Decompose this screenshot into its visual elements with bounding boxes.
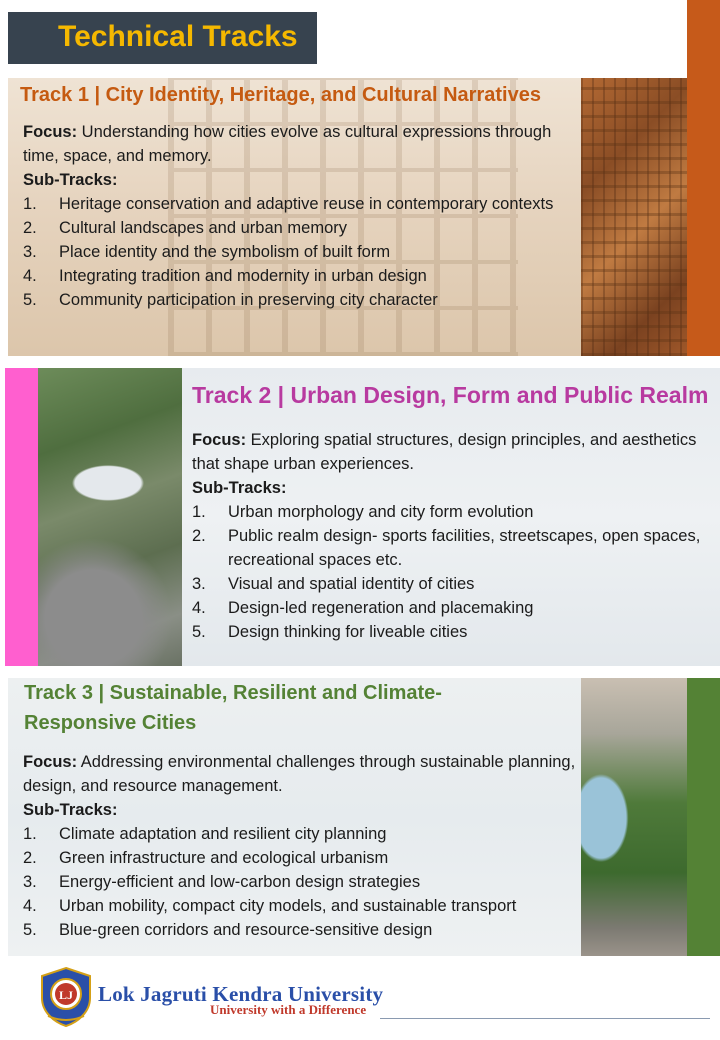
list-item	[23, 264, 563, 288]
university-name: Lok Jagruti Kendra University	[98, 982, 384, 1006]
subtracks-label: Sub-Tracks:	[192, 479, 287, 497]
list-number: 5.	[192, 623, 206, 641]
focus-text: Exploring spatial structures, design principles, and aesthetics that shape urban experiences.	[192, 431, 697, 473]
list-number: 2.	[23, 849, 37, 867]
track-1-card	[8, 78, 687, 356]
list-text: Climate adaptation and resilient city planning	[59, 825, 387, 843]
list-text: Heritage conservation and adaptive reuse in contemporary contexts	[59, 195, 554, 213]
list-text: Blue-green corridors and resource-sensitive design	[59, 921, 433, 939]
list-item	[23, 288, 563, 312]
list-number: 1.	[192, 503, 206, 521]
list-text: Green infrastructure and ecological urbanism	[59, 849, 389, 867]
university-logo-icon	[38, 966, 94, 1028]
track-3-body	[23, 750, 583, 942]
list-item	[23, 918, 583, 942]
logo-monogram: LJ	[58, 988, 74, 1002]
list-number: 5.	[23, 291, 37, 309]
track2-accent-bar	[5, 368, 38, 666]
list-number: 4.	[192, 599, 206, 617]
list-item	[23, 894, 583, 918]
list-text: Visual and spatial identity of cities	[228, 575, 475, 593]
list-number: 1.	[23, 825, 37, 843]
track-1-subtracks	[23, 192, 563, 312]
focus-text: Understanding how cities evolve as cultural expressions through time, space, and memory.	[23, 123, 552, 165]
track-2-focus	[192, 428, 707, 476]
list-text: Cultural landscapes and urban memory	[59, 219, 347, 237]
footer-divider	[380, 1018, 710, 1019]
track-1-title: Track 1 | City Identity, Heritage, and Cultural Narratives	[20, 84, 541, 106]
list-item	[192, 620, 707, 644]
list-number: 5.	[23, 921, 37, 939]
track-2-body	[192, 428, 707, 644]
track-2-subtracks	[192, 500, 707, 644]
focus-text: Addressing environmental challenges through sustainable planning, design, and resource management.	[23, 753, 576, 795]
list-number: 3.	[23, 243, 37, 261]
list-item	[23, 870, 583, 894]
list-item	[192, 596, 707, 620]
track-3-focus	[23, 750, 583, 798]
list-item	[23, 846, 583, 870]
list-number: 2.	[192, 527, 206, 545]
list-item	[192, 524, 707, 572]
list-item	[192, 500, 707, 524]
track-1-body	[23, 120, 563, 312]
list-number: 1.	[23, 195, 37, 213]
list-number: 4.	[23, 267, 37, 285]
list-text: Integrating tradition and modernity in urban design	[59, 267, 427, 285]
aerial-stadium-image	[38, 368, 182, 666]
list-item	[23, 822, 583, 846]
list-item	[23, 240, 563, 264]
focus-label: Focus:	[192, 431, 247, 449]
track-2-card	[38, 368, 720, 666]
list-number: 3.	[23, 873, 37, 891]
track-2-title: Track 2 | Urban Design, Form and Public Realm	[192, 382, 709, 408]
focus-label: Focus:	[23, 753, 78, 771]
list-item	[23, 192, 563, 216]
focus-label: Focus:	[23, 123, 78, 141]
list-item	[23, 216, 563, 240]
list-text: Community participation in preserving city character	[59, 291, 438, 309]
list-item	[192, 572, 707, 596]
list-number: 3.	[192, 575, 206, 593]
list-text: Public realm design- sports facilities, streetscapes, open spaces, recreational spaces etc.	[228, 527, 701, 569]
track-1-focus	[23, 120, 563, 168]
track-3-title: Track 3 | Sustainable, Resilient and Climate-Responsive Cities	[24, 682, 442, 734]
list-text: Design thinking for liveable cities	[228, 623, 468, 641]
university-tagline: University with a Difference	[210, 1002, 367, 1017]
track3-accent-bar	[687, 678, 720, 956]
list-text: Energy-efficient and low-carbon design strategies	[59, 873, 421, 891]
heritage-carving-image	[581, 78, 687, 356]
track1-accent-bar	[687, 0, 720, 356]
list-text: Design-led regeneration and placemaking	[228, 599, 534, 617]
list-number: 4.	[23, 897, 37, 915]
list-text: Urban mobility, compact city models, and sustainable transport	[59, 897, 517, 915]
track-3-card	[8, 678, 687, 956]
lakefront-city-image	[581, 678, 687, 956]
header-band	[8, 12, 317, 64]
page-title: Technical Tracks	[58, 20, 298, 53]
track-3-subtracks	[23, 822, 583, 942]
list-text: Place identity and the symbolism of built form	[59, 243, 391, 261]
subtracks-label: Sub-Tracks:	[23, 171, 118, 189]
list-text: Urban morphology and city form evolution	[228, 503, 534, 521]
subtracks-label: Sub-Tracks:	[23, 801, 118, 819]
list-number: 2.	[23, 219, 37, 237]
